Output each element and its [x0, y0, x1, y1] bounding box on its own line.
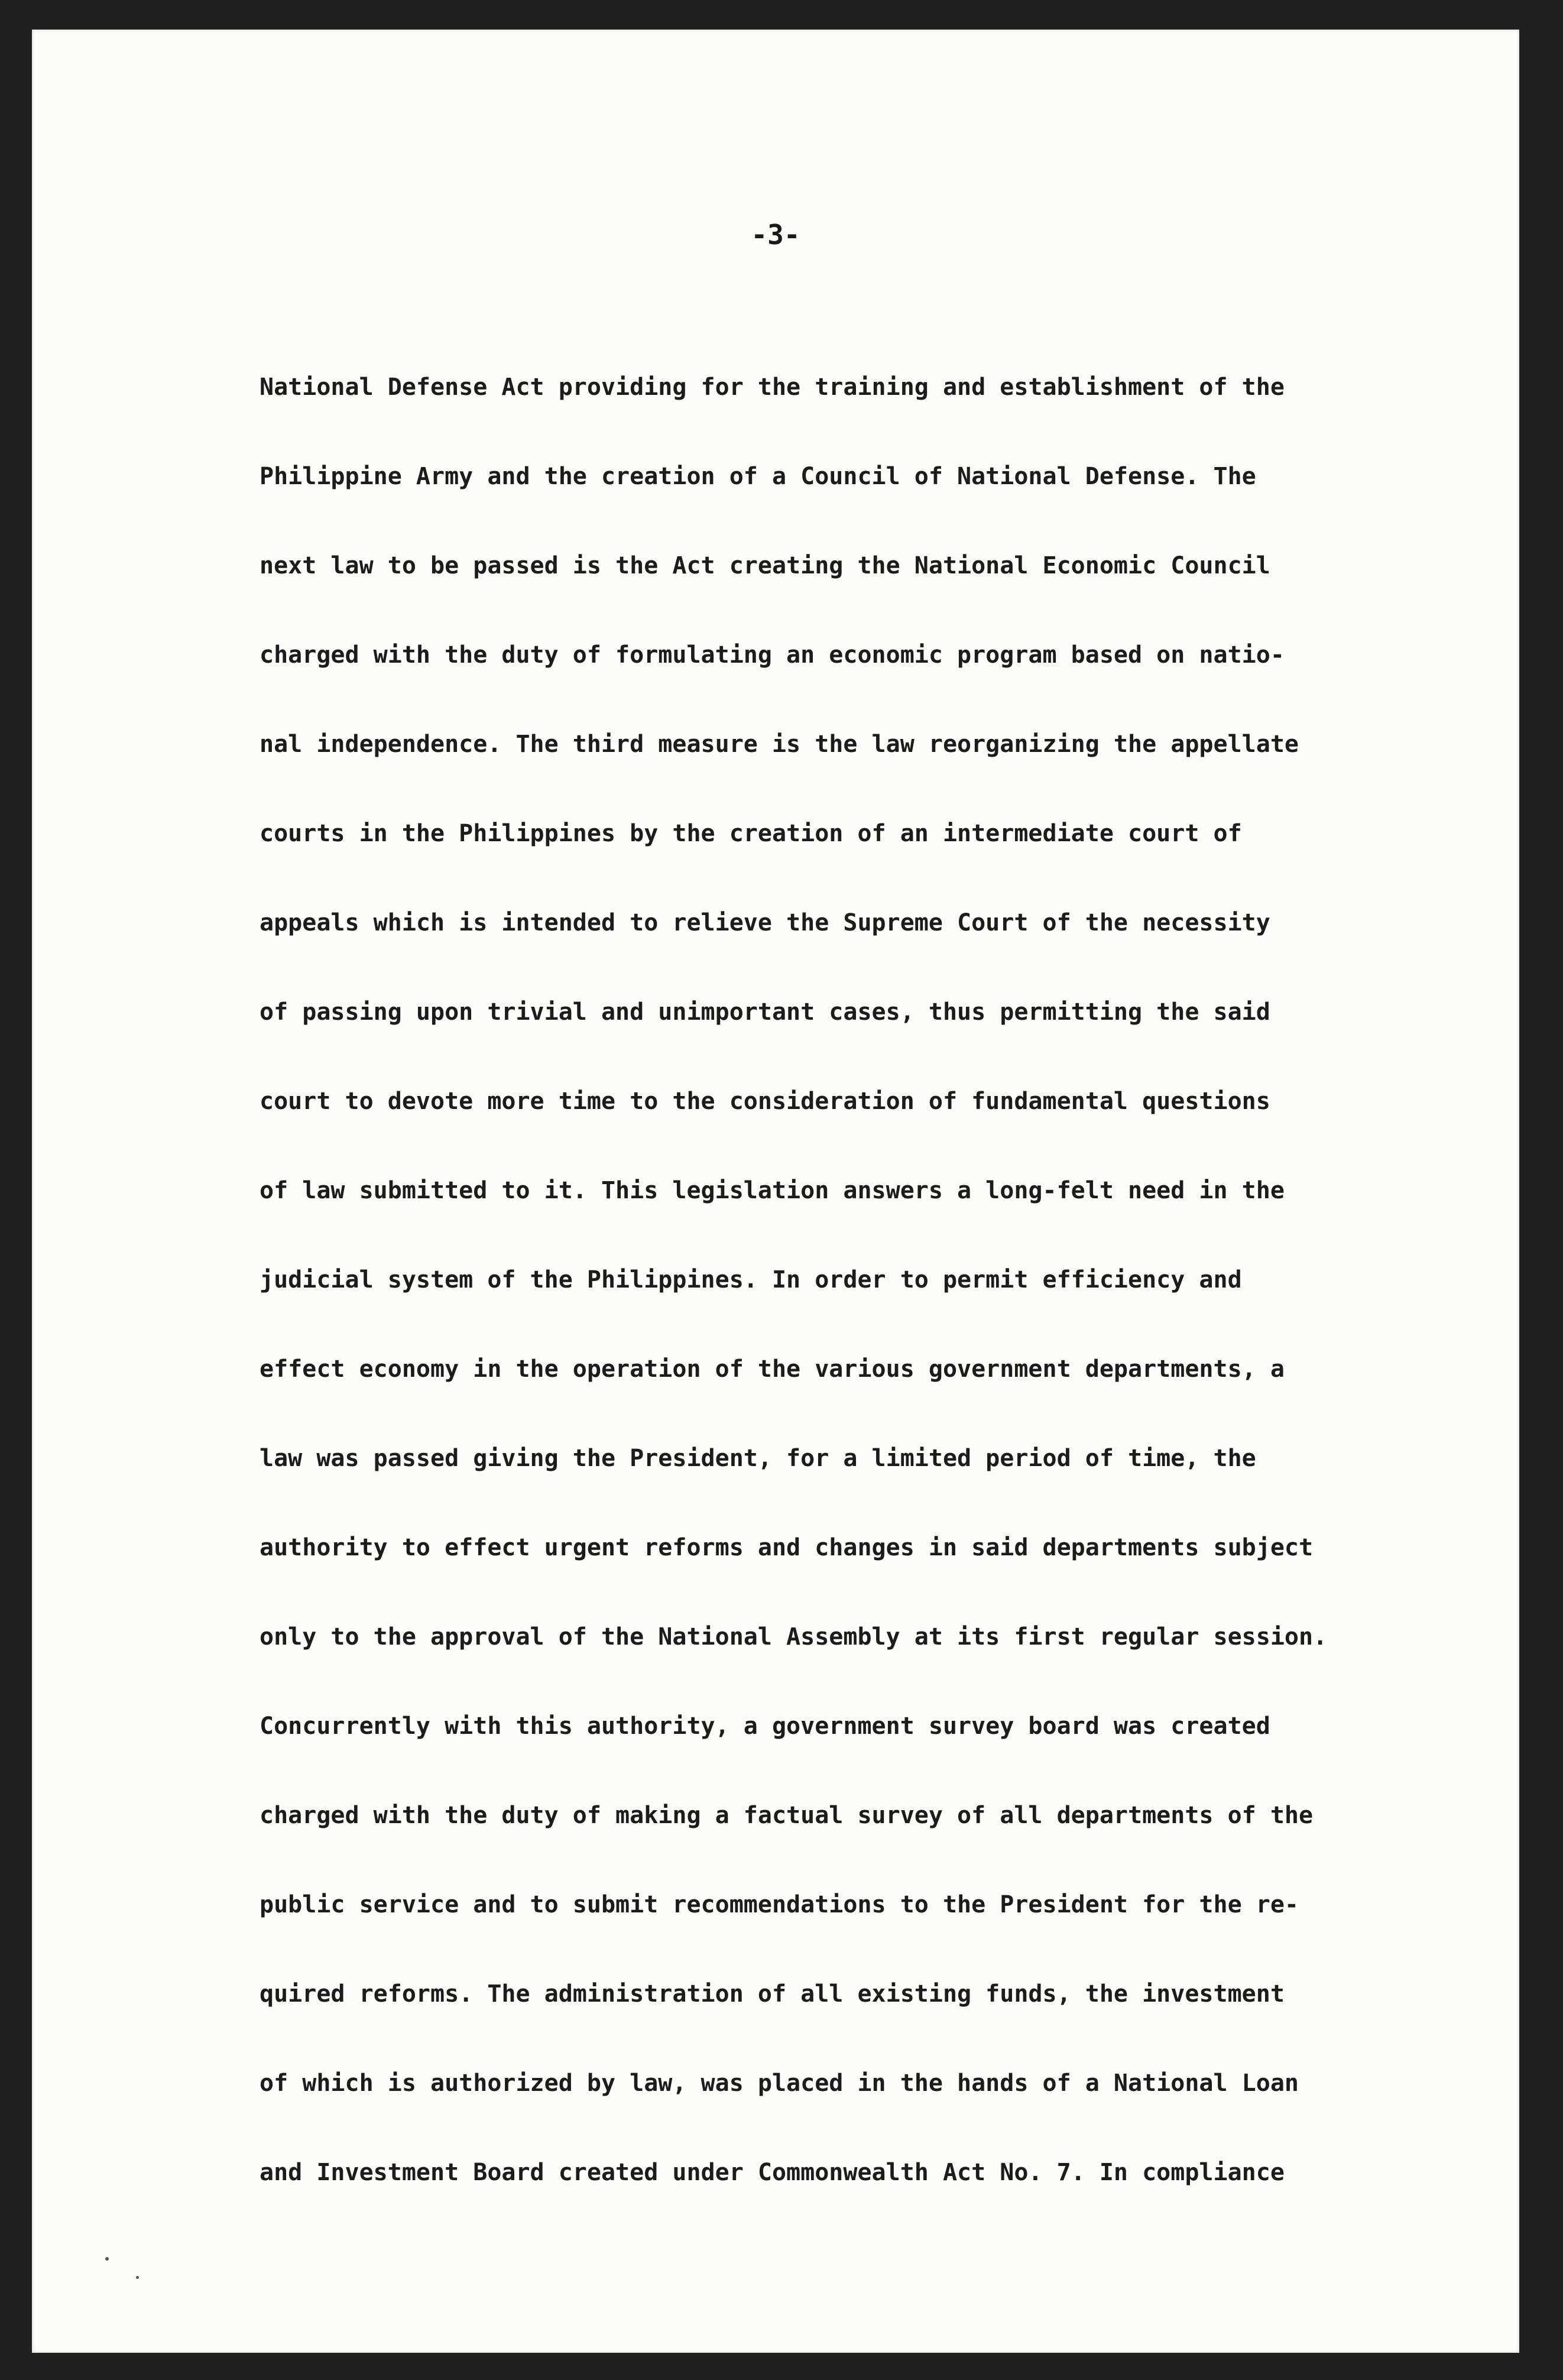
- text-line: only to the approval of the National Assembly at its first regular session.: [260, 1623, 1328, 1651]
- text-line: law was passed giving the President, for a limited period of time, the: [260, 1445, 1256, 1472]
- document-page: [32, 30, 1519, 2353]
- text-line: quired reforms. The administration of all existing funds, the investment: [260, 1980, 1285, 2008]
- text-line: next law to be passed is the Act creating the National Economic Council: [260, 552, 1270, 579]
- text-line: charged with the duty of formulating an economic program based on natio-: [260, 641, 1285, 669]
- body-text: [260, 358, 1436, 2232]
- text-line: effect economy in the operation of the various government departments, a: [260, 1356, 1285, 1383]
- text-line: court to devote more time to the consideration of fundamental questions: [260, 1088, 1270, 1115]
- scan-speck: [105, 2257, 109, 2261]
- text-line: judicial system of the Philippines. In order to permit efficiency and: [260, 1266, 1242, 1293]
- text-line: of which is authorized by law, was placed in the hands of a National Loan: [260, 2070, 1299, 2097]
- text-line: of passing upon trivial and unimportant cases, thus permitting the said: [260, 998, 1270, 1026]
- text-line: authority to effect urgent reforms and changes in said departments subject: [260, 1534, 1314, 1561]
- text-line: National Defense Act providing for the training and establishment of the: [260, 374, 1285, 401]
- text-line: courts in the Philippines by the creation of an intermediate court of: [260, 820, 1242, 847]
- text-line: appeals which is intended to relieve the Supreme Court of the necessity: [260, 909, 1270, 936]
- text-line: charged with the duty of making a factual survey of all departments of the: [260, 1802, 1314, 1829]
- text-line: nal independence. The third measure is the law reorganizing the appellate: [260, 731, 1299, 758]
- page-number: -3-: [751, 219, 800, 251]
- text-line: Concurrently with this authority, a government survey board was created: [260, 1713, 1270, 1740]
- text-line: of law submitted to it. This legislation answers a long-felt need in the: [260, 1177, 1285, 1204]
- text-line: public service and to submit recommendations to the President for the re-: [260, 1891, 1299, 1918]
- scan-speck: [136, 2276, 139, 2279]
- text-line: Philippine Army and the creation of a Council of National Defense. The: [260, 463, 1256, 490]
- text-line: and Investment Board created under Commonwealth Act No. 7. In compliance: [260, 2159, 1285, 2186]
